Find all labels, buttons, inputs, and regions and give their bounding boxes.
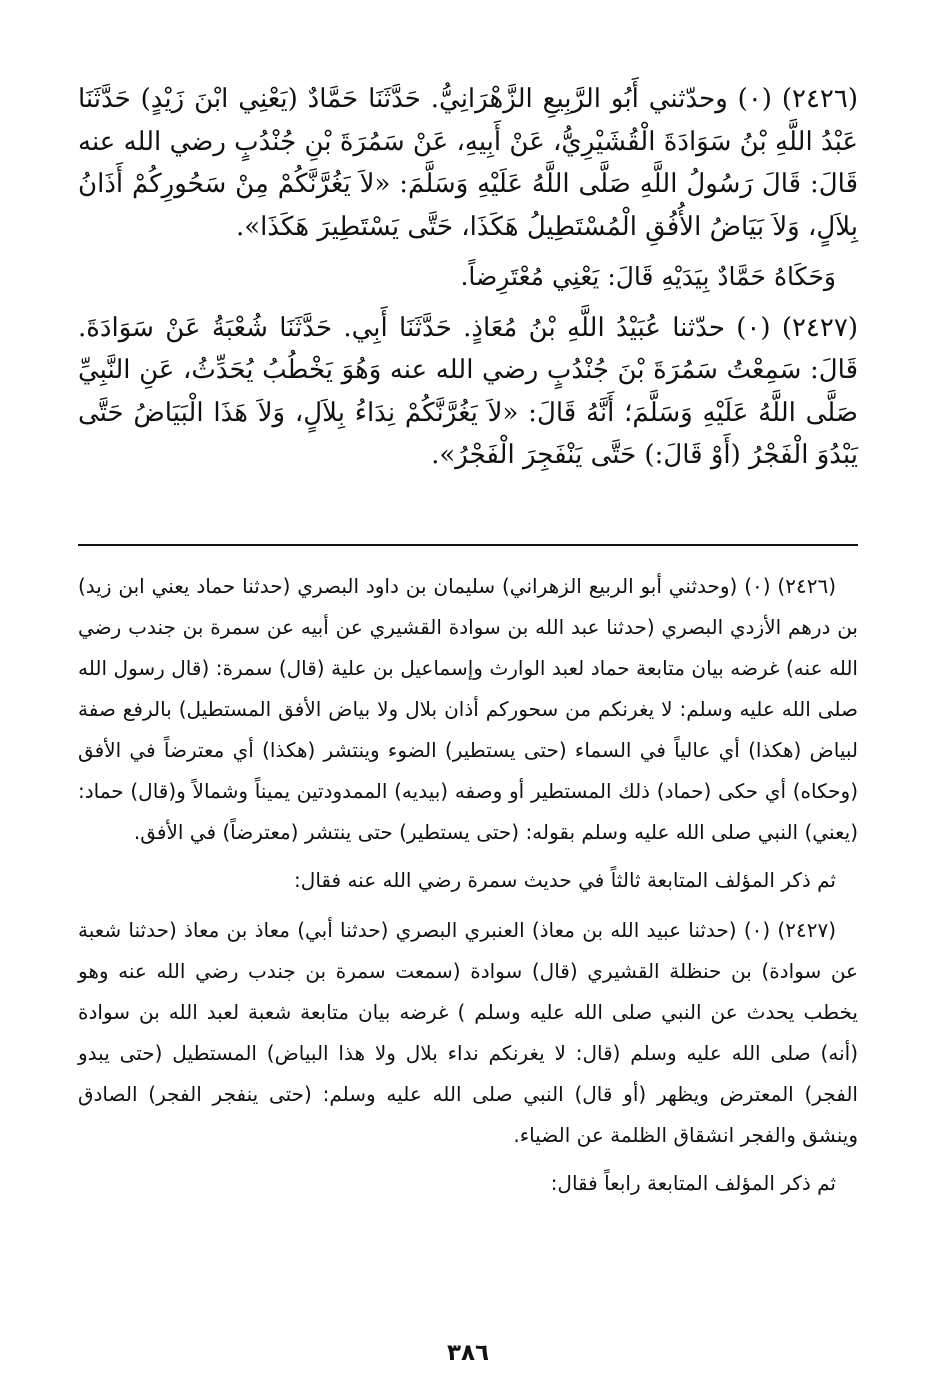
commentary-2427: (٢٤٢٧) (٠) (حدثنا عبيد الله بن معاذ) العنبري البصري (حدثنا أبي) معاذ بن معاذ (حدثنا شعبة عن سوادة) بن حنظلة القشيري (قال) سوادة (سمعت سمرة بن جندب رضي الله عنه وهو يخطب يحدث عن النبي صلى الله عليه وسلم ) غرضه بيان متابعة شعبة لعبد الله بن سوادة (أنه) صلى الله عليه وسلم (قال: لا يغرنكم نداء بلال ولا هذا البياض) المستطيل (حتى يبدو الفجر) المعترض ويظهر (أو قال) النبي صلى الله عليه وسلم: (حتى ينفجر الفجر) الصادق وينشق والفجر انشقاق الظلمة عن الضياء. xyxy=(78,918,858,1147)
hadith-2426: (٢٤٢٦) (٠) وحدّثني أَبُو الرَّبِيعِ الزَّهْرَانِيُّ. حَدَّثَنَا حَمَّادٌ (يَعْنِي ابْنَ زَيْدٍ) حَدَّثَنَا عَبْدُ اللَّهِ بْنُ سَوَادَةَ الْقُشَيْرِيُّ، عَنْ أَبِيهِ، عَنْ سَمُرَةَ بْنِ جُنْدُبٍ رضي الله عنه قَالَ: قَالَ رَسُولُ اللَّهِ صَلَّى اللَّهُ عَلَيْهِ وَسَلَّمَ: «لاَ يَغُرَّنَّكُمْ مِنْ سَحُورِكُمْ أَذَانُ بِلاَلٍ، وَلاَ بَيَاضُ الأُفُقِ الْمُسْتَطِيلُ هَكَذَا، حَتَّى يَسْتَطِيرَ هَكَذَا». xyxy=(78,84,858,242)
hadith-2426-comment: وَحَكَاهُ حَمَّادٌ بِيَدَيْهِ قَالَ: يَعْنِي مُعْتَرِضاً. xyxy=(460,262,836,291)
commentary-2426: (٢٤٢٦) (٠) (وحدثني أبو الربيع الزهراني) سليمان بن داود البصري (حدثنا حماد يعني ابن زيد) بن درهم الأزدي البصري (حدثنا عبد الله بن سوادة القشيري عن أبيه عن سمرة بن جندب رضي الله عنه) غرضه بيان متابعة حماد لعبد الوارث وإسماعيل بن علية (قال) سمرة: (قال رسول الله صلى الله عليه وسلم: لا يغرنكم من سحوركم أذان بلال ولا بياض الأفق المستطيل) بالرفع صفة لبياض (هكذا) أي عالياً في السماء (حتى يستطير) الضوء وينتشر (هكذا) أي معترضاً في الأفق (وحكاه) أي حكى (حماد) ذلك المستطير أو وصفه (بيديه) الممدودتين يميناً وشمالاً و(قال) حماد: (يعني) النبي صلى الله عليه وسلم بقوله: (حتى يستطير) حتى ينتشر (معترضاً) في الأفق. xyxy=(78,574,858,844)
hadith-2427: (٢٤٢٧) (٠) حدّثنا عُبَيْدُ اللَّهِ بْنُ مُعَاذٍ. حَدَّثَنَا أَبِي. حَدَّثَنَا شُعْبَةُ عَنْ سَوَادَةَ. قَالَ: سَمِعْتُ سَمُرَةَ بْنَ جُنْدُبٍ رضي الله عنه وَهُوَ يَخْطُبُ يُحَدِّثُ، عَنِ النَّبِيِّ صَلَّى اللَّهُ عَلَيْهِ وَسَلَّمَ؛ أَنَّهُ قَالَ: «لاَ يَغُرَّنَّكُمْ نِدَاءُ بِلاَلٍ، وَلاَ هَذَا الْبَيَاضُ حَتَّى يَبْدُوَ الْفَجْرُ (أَوْ قَالَ:) حَتَّى يَنْفَجِرَ الْفَجْرُ». xyxy=(78,312,858,470)
hadith-text-section xyxy=(78,78,858,485)
commentary-section xyxy=(78,566,858,1213)
commentary-transition-2: ثم ذكر المؤلف المتابعة رابعاً فقال: xyxy=(550,1171,836,1195)
commentary-transition-1: ثم ذكر المؤلف المتابعة ثالثاً في حديث سمرة رضي الله عنه فقال: xyxy=(294,868,836,892)
page-number: ٣٨٦ xyxy=(446,1340,490,1366)
document-page xyxy=(78,78,858,1368)
section-divider xyxy=(78,544,858,546)
